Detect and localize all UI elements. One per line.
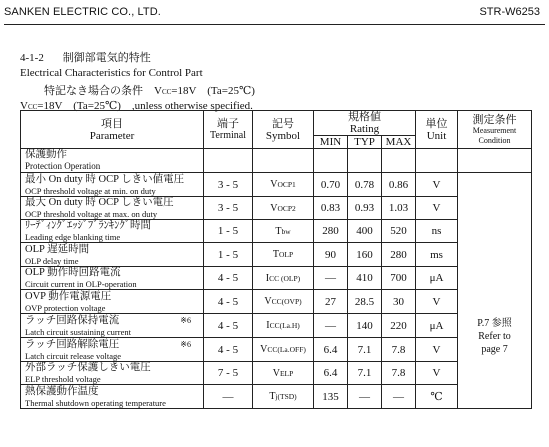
typ-cell: 160 (348, 243, 382, 267)
parameter-cell (21, 290, 204, 314)
parameter-jp: ラッチ回路解除電圧 (25, 338, 120, 350)
header-typ: TYP (348, 136, 382, 149)
typ-cell: 7.1 (348, 362, 382, 385)
header-rating: 規格値 Rating (314, 111, 416, 136)
symbol-cell: VOCP1 (253, 173, 314, 197)
terminal-cell: 4 - 5 (204, 338, 253, 362)
symbol-cell: VOCP2 (253, 197, 314, 220)
parameter-cell (21, 220, 204, 243)
header-unit: 単位 Unit (416, 111, 458, 149)
header-symbol: 記号 Symbol (253, 111, 314, 149)
unit-cell: V (416, 197, 458, 220)
min-cell: — (314, 267, 348, 290)
typ-cell: 7.1 (348, 338, 382, 362)
part-number: STR-W6253 (479, 6, 540, 18)
table-row (21, 220, 532, 243)
symbol-cell: VCC(La.OFF) (253, 338, 314, 362)
conditions-en: VCC=18V (Ta=25℃) ,unless otherwise specified. (20, 100, 253, 112)
parameter-cell (21, 338, 204, 362)
typ-cell: 400 (348, 220, 382, 243)
symbol-cell: TOLP (253, 243, 314, 267)
max-cell: 1.03 (382, 197, 416, 220)
symbol-cell: ICC(La.H) (253, 314, 314, 338)
header-terminal: 端子 Terminal (204, 111, 253, 149)
table-row (21, 243, 532, 267)
note-mark: ※6 (180, 339, 191, 349)
terminal-cell: 3 - 5 (204, 197, 253, 220)
max-cell: 7.8 (382, 362, 416, 385)
symbol-cell: VELP (253, 362, 314, 385)
parameter-jp: 外部ラッチ保護しきい電圧 (25, 362, 151, 373)
company-name: SANKEN ELECTRIC CO., LTD. (4, 6, 161, 18)
symbol-cell: Tj(TSD) (253, 385, 314, 409)
terminal-cell: — (204, 385, 253, 409)
section-title-jp: 制御部電気的特性 (62, 52, 151, 64)
parameter-cell (21, 173, 204, 197)
min-cell: 280 (314, 220, 348, 243)
terminal-cell: 4 - 5 (204, 314, 253, 338)
parameter-en: Latch circuit release voltage (25, 350, 122, 361)
min-cell: 90 (314, 243, 348, 267)
header-parameter: 項目 Parameter (21, 111, 204, 149)
parameter-en: OVP protection voltage (25, 302, 106, 313)
table-row (21, 267, 532, 290)
unit-cell: μA (416, 314, 458, 338)
parameter-jp: OLP 遅延時間 (25, 243, 90, 255)
parameter-jp: OLP 動作時回路電流 (25, 267, 121, 278)
typ-cell: 140 (348, 314, 382, 338)
section-title-en: Electrical Characteristics for Control Part (20, 67, 203, 79)
group-label: 保護動作 Protection Operation (21, 149, 204, 173)
typ-cell: 0.78 (348, 173, 382, 197)
conditions-jp: 特記なき場合の条件 VCC=18V (Ta=25℃) (44, 85, 255, 97)
parameter-jp: 最小 On duty 時 OCP しきい値電圧 (25, 173, 185, 185)
parameter-jp: ﾘｰﾃﾞｨﾝｸﾞｴｯｼﾞﾌﾞﾗﾝｷﾝｸﾞ時間 (25, 220, 151, 231)
unit-cell: V (416, 362, 458, 385)
parameter-en: OCP threshold voltage at max. on duty (25, 209, 158, 219)
symbol-cell: Tbw (253, 220, 314, 243)
parameter-en: Latch circuit sustaining current (25, 326, 131, 337)
max-cell: 220 (382, 314, 416, 338)
terminal-cell: 1 - 5 (204, 220, 253, 243)
unit-cell: V (416, 290, 458, 314)
symbol-cell: VCC(OVP) (253, 290, 314, 314)
measurement-condition-cell: P.7 参照 Refer to page 7 (458, 173, 532, 409)
parameter-en: Leading edge blanking time (25, 232, 121, 242)
min-cell: 0.83 (314, 197, 348, 220)
parameter-jp: ラッチ回路保持電流 (25, 314, 120, 326)
terminal-cell: 4 - 5 (204, 290, 253, 314)
note-mark: ※6 (180, 315, 191, 325)
parameter-en: ELP threshold voltage (25, 374, 101, 384)
max-cell: 30 (382, 290, 416, 314)
symbol-cell: ICC (OLP) (253, 267, 314, 290)
section-number: 4-1-2 (20, 52, 44, 64)
typ-cell: 0.93 (348, 197, 382, 220)
unit-cell: ns (416, 220, 458, 243)
parameter-cell (21, 267, 204, 290)
header-measurement: 測定条件 Measurement Condition (458, 111, 532, 149)
parameter-cell (21, 314, 204, 338)
group-row (21, 149, 532, 173)
typ-cell: 28.5 (348, 290, 382, 314)
section-heading (20, 49, 151, 65)
terminal-cell: 1 - 5 (204, 243, 253, 267)
min-cell: 27 (314, 290, 348, 314)
min-cell: 6.4 (314, 338, 348, 362)
max-cell: — (382, 385, 416, 409)
table-row (21, 338, 532, 362)
terminal-cell: 4 - 5 (204, 267, 253, 290)
unit-cell: μA (416, 267, 458, 290)
control-characteristics-table (20, 110, 532, 409)
parameter-en: Circuit current in OLP-operation (25, 279, 137, 289)
max-cell: 280 (382, 243, 416, 267)
parameter-cell (21, 362, 204, 385)
typ-cell: 410 (348, 267, 382, 290)
parameter-cell (21, 243, 204, 267)
unit-cell: V (416, 338, 458, 362)
min-cell: 6.4 (314, 362, 348, 385)
unit-cell: V (416, 173, 458, 197)
parameter-en: OCP threshold voltage at min. on duty (25, 185, 156, 196)
table-row (21, 290, 532, 314)
parameter-jp: 最大 On duty 時 OCP しきい電圧 (25, 197, 174, 208)
table-row (21, 197, 532, 220)
parameter-cell (21, 385, 204, 409)
max-cell: 520 (382, 220, 416, 243)
parameter-en: Thermal shutdown operating temperature (25, 397, 166, 408)
table-row (21, 314, 532, 338)
min-cell: — (314, 314, 348, 338)
parameter-en: OLP delay time (25, 255, 79, 266)
terminal-cell: 3 - 5 (204, 173, 253, 197)
table-row (21, 385, 532, 409)
max-cell: 700 (382, 267, 416, 290)
table-row (21, 173, 532, 197)
table-row (21, 362, 532, 385)
header-max: MAX (382, 136, 416, 149)
header-rule (4, 24, 545, 25)
header-min: MIN (314, 136, 348, 149)
min-cell: 0.70 (314, 173, 348, 197)
min-cell: 135 (314, 385, 348, 409)
unit-cell: ℃ (416, 385, 458, 409)
max-cell: 0.86 (382, 173, 416, 197)
typ-cell: — (348, 385, 382, 409)
unit-cell: ms (416, 243, 458, 267)
terminal-cell: 7 - 5 (204, 362, 253, 385)
parameter-cell (21, 197, 204, 220)
parameter-jp: 熱保護動作温度 (25, 385, 99, 397)
parameter-jp: OVP 動作電源電圧 (25, 290, 112, 302)
max-cell: 7.8 (382, 338, 416, 362)
